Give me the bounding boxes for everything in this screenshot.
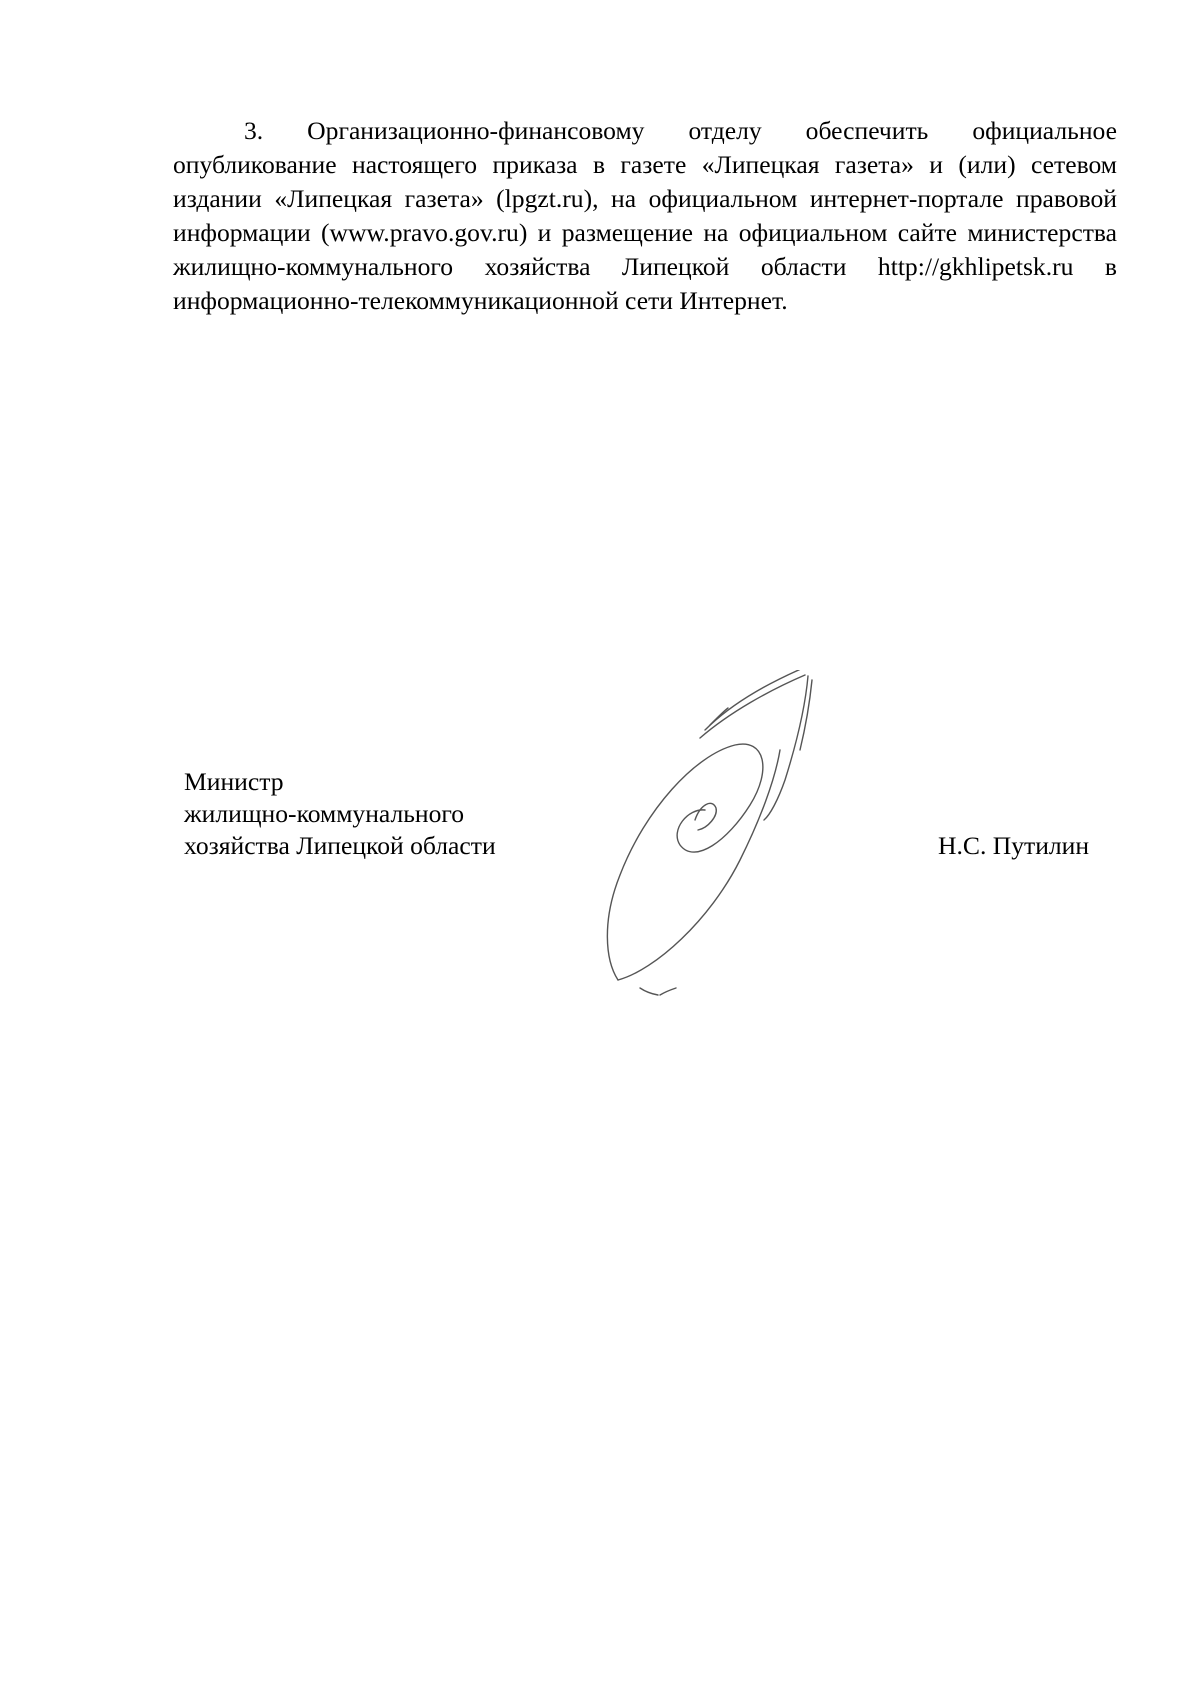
signatory-name: Н.С. Путилин bbox=[938, 831, 1090, 860]
signatory-position bbox=[184, 766, 496, 862]
handwritten-signature-icon bbox=[600, 670, 900, 1000]
signatory-title-line-3: хозяйства Липецкой области bbox=[184, 831, 496, 860]
signatory-title-line-2: жилищно-коммунального bbox=[184, 799, 465, 828]
paragraph-item-3: 3. Организационно-финансовому отделу обеспечить официальное опубликование настоящего приказа в газете «Липецкая газета» и (или) сетевом издании «Липецкая газета» (lpgzt.ru), на официальном интернет-портале правовой информации (www.pravo.gov.ru) и размещение на официальном сайте министерства жилищно-коммунального хозяйства Липецкой области http://gkhlipetsk.ru в информационно-телекоммуникационной сети Интернет. bbox=[173, 116, 1117, 315]
signatory-title-line-1: Министр bbox=[184, 767, 284, 796]
